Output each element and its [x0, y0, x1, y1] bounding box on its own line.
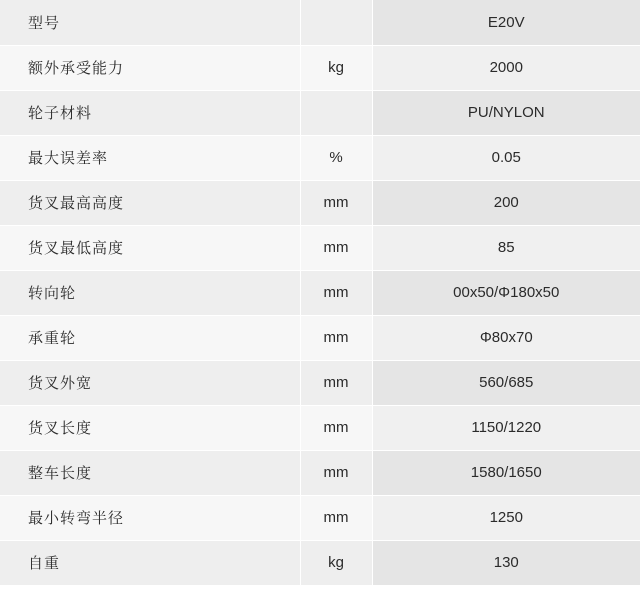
spec-name: 轮子材料	[0, 90, 300, 135]
table-row	[0, 405, 640, 450]
spec-name: 自重	[0, 540, 300, 585]
spec-name: 额外承受能力	[0, 45, 300, 90]
table-row	[0, 315, 640, 360]
table-row	[0, 540, 640, 585]
spec-name: 转向轮	[0, 270, 300, 315]
spec-value: 2000	[372, 45, 640, 90]
table-row	[0, 225, 640, 270]
table-row	[0, 0, 640, 45]
spec-value: 560/685	[372, 360, 640, 405]
spec-name: 货叉最高高度	[0, 180, 300, 225]
table-row	[0, 450, 640, 495]
table-row	[0, 45, 640, 90]
spec-unit: mm	[300, 225, 372, 270]
spec-unit	[300, 90, 372, 135]
spec-unit: kg	[300, 45, 372, 90]
spec-name: 货叉外宽	[0, 360, 300, 405]
table-row	[0, 495, 640, 540]
spec-unit: mm	[300, 360, 372, 405]
spec-value: 200	[372, 180, 640, 225]
spec-unit: %	[300, 135, 372, 180]
table-row	[0, 270, 640, 315]
spec-value: E20V	[372, 0, 640, 45]
spec-unit: kg	[300, 540, 372, 585]
spec-name: 货叉长度	[0, 405, 300, 450]
spec-unit: mm	[300, 405, 372, 450]
spec-value: Φ80x70	[372, 315, 640, 360]
table-row	[0, 90, 640, 135]
spec-name: 整车长度	[0, 450, 300, 495]
spec-value: 130	[372, 540, 640, 585]
spec-value: PU/NYLON	[372, 90, 640, 135]
spec-name: 最小转弯半径	[0, 495, 300, 540]
spec-name: 承重轮	[0, 315, 300, 360]
table-row	[0, 360, 640, 405]
spec-value: 85	[372, 225, 640, 270]
table-row	[0, 135, 640, 180]
spec-unit: mm	[300, 270, 372, 315]
spec-value: 1150/1220	[372, 405, 640, 450]
spec-name: 型号	[0, 0, 300, 45]
table-row	[0, 180, 640, 225]
spec-name: 最大误差率	[0, 135, 300, 180]
spec-value: 1250	[372, 495, 640, 540]
spec-name: 货叉最低高度	[0, 225, 300, 270]
spec-unit: mm	[300, 180, 372, 225]
spec-unit: mm	[300, 315, 372, 360]
spec-value: 1580/1650	[372, 450, 640, 495]
spec-unit	[300, 0, 372, 45]
spec-unit: mm	[300, 450, 372, 495]
spec-unit: mm	[300, 495, 372, 540]
spec-value: 0.05	[372, 135, 640, 180]
spec-value: 00x50/Φ180x50	[372, 270, 640, 315]
